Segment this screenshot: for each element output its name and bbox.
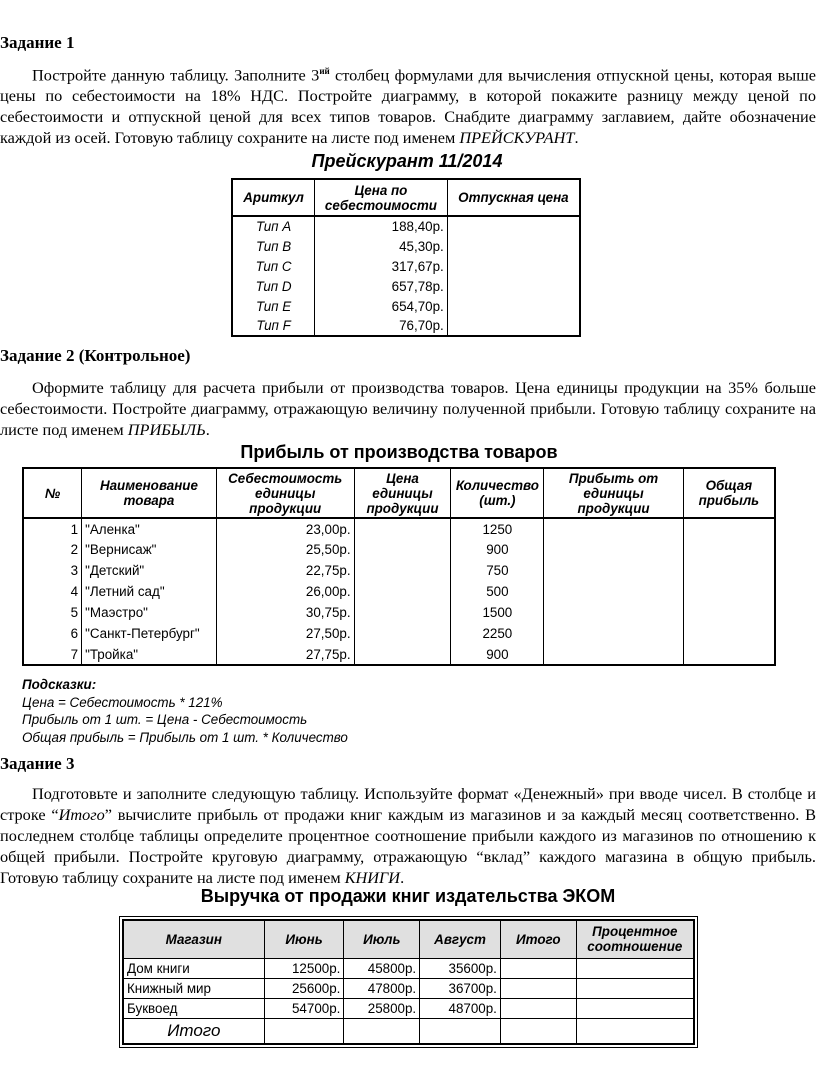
total-cell[interactable] xyxy=(500,958,576,978)
product-name-cell: "Вернисаж" xyxy=(82,539,217,560)
hint-line: Прибыль от 1 шт. = Цена - Себестоимость xyxy=(22,712,308,727)
store-cell: Буквоед xyxy=(123,998,264,1018)
col-unit-profit: Прибыть от единицы продукции xyxy=(544,468,683,518)
col-cost-price: Цена по себестоимости xyxy=(315,179,448,216)
july-total-cell[interactable] xyxy=(344,1018,420,1044)
table-row xyxy=(232,256,580,276)
hints-title: Подсказки: xyxy=(22,677,97,692)
table-row xyxy=(23,602,775,623)
unit-profit-cell[interactable] xyxy=(544,581,683,602)
cost-cell: 657,78р. xyxy=(315,276,448,296)
task2-heading: Задание 2 (Контрольное) xyxy=(0,346,191,365)
product-name-cell: "Маэстро" xyxy=(82,602,217,623)
col-sale-price: Отпускная цена xyxy=(447,179,580,216)
profit-table-title: Прибыль от производства товаров xyxy=(240,442,558,462)
product-name-cell: "Тройка" xyxy=(82,644,217,665)
col-total: Итого xyxy=(500,920,576,958)
col-quantity: Количество (шт.) xyxy=(451,468,544,518)
task1-sheet-name: ПРЕЙСКУРАНТ xyxy=(459,128,575,148)
product-name-cell: "Аленка" xyxy=(82,518,217,539)
cost-cell: 317,67р. xyxy=(315,256,448,276)
task3-heading: Задание 3 xyxy=(0,754,75,773)
col-july: Июль xyxy=(344,920,420,958)
total-cell[interactable] xyxy=(500,978,576,998)
book-sales-title: Выручка от продажи книг издательства ЭКОМ xyxy=(200,886,616,906)
table-row xyxy=(232,236,580,256)
unit-price-cell[interactable] xyxy=(354,623,451,644)
task3-sheet-name: КНИГИ xyxy=(344,868,401,887)
row-number-cell: 3 xyxy=(23,560,82,581)
table-row xyxy=(232,216,580,236)
quantity-cell: 2250 xyxy=(451,623,544,644)
unit-profit-cell[interactable] xyxy=(544,623,683,644)
sale-price-cell[interactable] xyxy=(447,236,580,256)
total-cell[interactable] xyxy=(500,998,576,1018)
store-cell: Дом книги xyxy=(123,958,264,978)
quantity-cell: 1500 xyxy=(451,602,544,623)
unit-cost-cell: 22,75р. xyxy=(216,560,354,581)
store-cell: Книжный мир xyxy=(123,978,264,998)
july-cell: 45800р. xyxy=(344,958,420,978)
unit-profit-cell[interactable] xyxy=(544,644,683,665)
table-row xyxy=(23,560,775,581)
august-cell: 35600р. xyxy=(420,958,501,978)
unit-price-cell[interactable] xyxy=(354,581,451,602)
grand-total-cell[interactable] xyxy=(500,1018,576,1044)
cost-cell: 188,40р. xyxy=(315,216,448,236)
task3-text-end: ” вычислите прибыль от продажи книг каждым из магазинов и за каждый месяц соответственно. В последнем столбце таблицы определите процентное соотношение прибыли каждого из магазинов по отношению к общей прибыли. Постройте круговую диаграмму, отражающую “вклад” каждого магазина в общую прибыль. Готовую таблицу сохраните на листе под именем xyxy=(0,805,816,887)
july-cell: 47800р. xyxy=(344,978,420,998)
task3-text-start: Подготовьте и заполните следующую таблицу. Используйте формат «Денежный» при вводе чисел. В столбце и строке “ xyxy=(0,784,816,824)
task1-paragraph: Постройте данную таблицу. Заполните $3^{ий}$ столбец формулами для вычисления отпускной цены, которая выше цены по себестоимости на 18% НДС. Постройте диаграмму, в которой покажите разницу между ценой по себестоимости и отпускной ценой для всех типов товаров. Снабдите диаграмму заглавием, дайте обозначение каждой из осей. Готовую таблицу сохраните на листе под именем ПРЕЙСКУРАНТ. xyxy=(0,65,816,148)
article-cell: Тип А xyxy=(232,216,315,236)
article-cell: Тип С xyxy=(232,256,315,276)
sale-price-cell[interactable] xyxy=(447,296,580,316)
cost-cell: 654,70р. xyxy=(315,296,448,316)
total-row-label: Итого xyxy=(123,1018,264,1044)
table-row xyxy=(23,623,775,644)
table-row xyxy=(123,958,694,978)
task2-paragraph: Оформите таблицу для расчета прибыли от производства товаров. Цена единицы продукции на 35% больше себестоимости. Постройте диаграмму, отражающую величину полученной прибыли. Готовую таблицу сохраните на листе под именем ПРИБЫЛЬ. xyxy=(0,378,816,439)
col-article: Ариткул xyxy=(232,179,315,216)
article-cell: Тип D xyxy=(232,276,315,296)
august-cell: 36700р. xyxy=(420,978,501,998)
table-row xyxy=(123,998,694,1018)
unit-price-cell[interactable] xyxy=(354,560,451,581)
total-profit-cell[interactable] xyxy=(683,539,775,560)
table-row xyxy=(23,518,775,539)
sale-price-cell[interactable] xyxy=(447,316,580,336)
percentage-cell[interactable] xyxy=(576,998,694,1018)
june-cell: 25600р. xyxy=(264,978,344,998)
unit-profit-cell[interactable] xyxy=(544,560,683,581)
task3-itogo: Итого xyxy=(58,805,105,824)
percentage-total-cell[interactable] xyxy=(576,1018,694,1044)
total-profit-cell[interactable] xyxy=(683,602,775,623)
table-row xyxy=(232,276,580,296)
unit-cost-cell: 23,00р. xyxy=(216,518,354,539)
row-number-cell: 4 xyxy=(23,581,82,602)
table-row xyxy=(232,296,580,316)
task1-text-end: столбец формулами для вычисления отпускной цены, которая выше цены по себестоимости на 18% НДС. Постройте диаграмму, в которой покажите разницу между ценой по себестоимости и отпускной ценой для всех типов товаров. Снабдите диаграмму заглавием, дайте обозначение каждой из осей. Готовую таблицу сохраните на листе под именем xyxy=(0,65,816,148)
table-row xyxy=(232,316,580,336)
june-cell: 12500р. xyxy=(264,958,344,978)
total-profit-cell[interactable] xyxy=(683,623,775,644)
unit-price-cell[interactable] xyxy=(354,539,451,560)
unit-price-cell[interactable] xyxy=(354,518,451,539)
article-cell: Тип F xyxy=(232,316,315,336)
hints-block xyxy=(22,676,348,746)
col-total-profit: Общая прибыль xyxy=(683,468,775,518)
row-number-cell: 1 xyxy=(23,518,82,539)
product-name-cell: "Летний сад" xyxy=(82,581,217,602)
august-total-cell[interactable] xyxy=(420,1018,501,1044)
cost-cell: 76,70р. xyxy=(315,316,448,336)
book-sales-table xyxy=(122,919,695,1045)
col-store: Магазин xyxy=(123,920,264,958)
table-row xyxy=(123,978,694,998)
total-profit-cell[interactable] xyxy=(683,581,775,602)
col-unit-cost: Себестоимость единицы продукции xyxy=(216,468,354,518)
hint-line: Цена = Себестоимость * 121% xyxy=(22,694,223,710)
task1-superscript: ий xyxy=(319,66,330,76)
quantity-cell: 1250 xyxy=(451,518,544,539)
table-row xyxy=(123,1018,694,1044)
july-cell: 25800р. xyxy=(344,998,420,1018)
task3-paragraph: Подготовьте и заполните следующую таблицу. Используйте формат «Денежный» при вводе чисел. В столбце и строке “Итого” вычислите прибыль от продажи книг каждым из магазинов и за каждый месяц соответственно. В последнем столбце таблицы определите процентное соотношение прибыли каждого из магазинов по отношению к общей прибыли. Постройте круговую диаграмму, отражающую “вклад” каждого магазина в общую прибыль. Готовую таблицу сохраните на листе под именем КНИГИ. xyxy=(0,784,816,887)
hint-line: Общая прибыль = Прибыль от 1 шт. * Количество xyxy=(22,729,348,745)
task1-heading: Задание 1 xyxy=(0,33,75,52)
unit-price-cell[interactable] xyxy=(354,644,451,665)
profit-table xyxy=(22,467,776,666)
table-row xyxy=(23,539,775,560)
june-total-cell[interactable] xyxy=(264,1018,344,1044)
row-number-cell: 6 xyxy=(23,623,82,644)
total-profit-cell[interactable] xyxy=(683,644,775,665)
cost-cell: 45,30р. xyxy=(315,236,448,256)
price-list-title: Прейскурант 11/2014 xyxy=(311,151,503,171)
unit-profit-cell[interactable] xyxy=(544,602,683,623)
unit-cost-cell: 27,50р. xyxy=(216,623,354,644)
price-list-table xyxy=(231,178,581,337)
quantity-cell: 900 xyxy=(451,539,544,560)
total-profit-cell[interactable] xyxy=(683,518,775,539)
task2-text: Оформите таблицу для расчета прибыли от производства товаров. Цена единицы продукции на 35% больше себестоимости. Постройте диаграмму, отражающую величину полученной прибыли. Готовую таблицу сохраните на листе под именем xyxy=(0,378,816,439)
quantity-cell: 500 xyxy=(451,581,544,602)
table-row xyxy=(23,644,775,665)
unit-profit-cell[interactable] xyxy=(544,518,683,539)
article-cell: Тип В xyxy=(232,236,315,256)
sale-price-cell[interactable] xyxy=(447,216,580,236)
task1-text-start: Постройте данную таблицу. Заполните 3 xyxy=(32,65,320,85)
unit-price-cell[interactable] xyxy=(354,602,451,623)
unit-cost-cell: 26,00р. xyxy=(216,581,354,602)
table-row xyxy=(23,581,775,602)
col-product-name: Наименование товара xyxy=(82,468,217,518)
product-name-cell: "Санкт-Петербург" xyxy=(82,623,217,644)
product-name-cell: "Детский" xyxy=(82,560,217,581)
row-number-cell: 2 xyxy=(23,539,82,560)
unit-cost-cell: 27,75р. xyxy=(216,644,354,665)
total-profit-cell[interactable] xyxy=(683,560,775,581)
june-cell: 54700р. xyxy=(264,998,344,1018)
article-cell: Тип Е xyxy=(232,296,315,316)
sale-price-cell[interactable] xyxy=(447,276,580,296)
task2-sheet-name: ПРИБЫЛЬ xyxy=(127,420,206,439)
col-august: Август xyxy=(420,920,501,958)
august-cell: 48700р. xyxy=(420,998,501,1018)
unit-cost-cell: 30,75р. xyxy=(216,602,354,623)
row-number-cell: 5 xyxy=(23,602,82,623)
quantity-cell: 900 xyxy=(451,644,544,665)
sale-price-cell[interactable] xyxy=(447,256,580,276)
col-percentage: Процентное соотношение xyxy=(576,920,694,958)
unit-cost-cell: 25,50р. xyxy=(216,539,354,560)
unit-profit-cell[interactable] xyxy=(544,539,683,560)
row-number-cell: 7 xyxy=(23,644,82,665)
col-number: № xyxy=(23,468,82,518)
percentage-cell[interactable] xyxy=(576,958,694,978)
col-unit-price: Цена единицы продукции xyxy=(354,468,451,518)
percentage-cell[interactable] xyxy=(576,978,694,998)
quantity-cell: 750 xyxy=(451,560,544,581)
col-june: Июнь xyxy=(264,920,344,958)
